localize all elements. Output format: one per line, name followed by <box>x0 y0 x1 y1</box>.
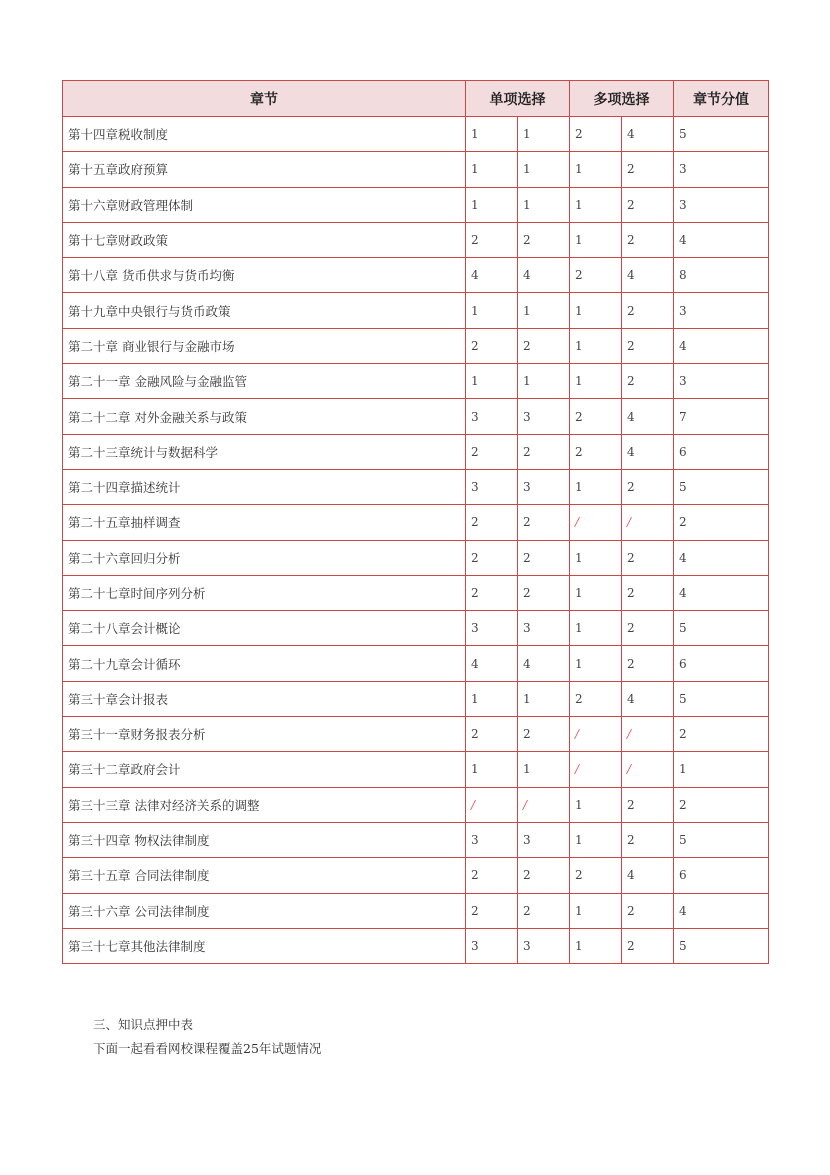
multi-choice-count: / <box>570 752 622 787</box>
chapter-score: 4 <box>674 540 769 575</box>
chapter-score: 2 <box>674 787 769 822</box>
single-choice-count: 1 <box>466 293 518 328</box>
header-single-choice: 单项选择 <box>466 81 570 117</box>
multi-choice-count: 1 <box>570 646 622 681</box>
chapter-name: 第三十二章政府会计 <box>63 752 466 787</box>
chapter-name: 第三十四章 物权法律制度 <box>63 822 466 857</box>
single-choice-count: 2 <box>466 717 518 752</box>
single-choice-score: 3 <box>518 469 570 504</box>
chapter-name: 第三十章会计报表 <box>63 681 466 716</box>
multi-choice-count: / <box>570 505 622 540</box>
multi-choice-score: 2 <box>622 575 674 610</box>
single-choice-score: 1 <box>518 152 570 187</box>
multi-choice-count: 1 <box>570 787 622 822</box>
multi-choice-score: 2 <box>622 611 674 646</box>
single-choice-score: 2 <box>518 328 570 363</box>
multi-choice-count: 1 <box>570 893 622 928</box>
chapter-score: 1 <box>674 752 769 787</box>
chapter-score: 4 <box>674 328 769 363</box>
multi-choice-count: 2 <box>570 117 622 152</box>
chapter-score: 5 <box>674 681 769 716</box>
table-row <box>63 364 769 399</box>
table-row <box>63 787 769 822</box>
single-choice-count: 2 <box>466 222 518 257</box>
single-choice-score: 2 <box>518 434 570 469</box>
chapter-name: 第三十一章财务报表分析 <box>63 717 466 752</box>
table-row <box>63 293 769 328</box>
multi-choice-count: 1 <box>570 575 622 610</box>
chapter-score: 4 <box>674 222 769 257</box>
chapter-name: 第十六章财政管理体制 <box>63 187 466 222</box>
multi-choice-score: 4 <box>622 681 674 716</box>
single-choice-score: 2 <box>518 540 570 575</box>
single-choice-count: 2 <box>466 540 518 575</box>
single-choice-score: 4 <box>518 646 570 681</box>
multi-choice-count: / <box>570 717 622 752</box>
table-row <box>63 222 769 257</box>
table-row <box>63 434 769 469</box>
single-choice-count: 2 <box>466 328 518 363</box>
header-multi-choice: 多项选择 <box>570 81 674 117</box>
multi-choice-score: 2 <box>622 187 674 222</box>
chapter-name: 第三十七章其他法律制度 <box>63 928 466 963</box>
multi-choice-score: 2 <box>622 646 674 681</box>
single-choice-count: 3 <box>466 928 518 963</box>
single-choice-count: 1 <box>466 117 518 152</box>
single-choice-count: 3 <box>466 399 518 434</box>
multi-choice-score: 4 <box>622 399 674 434</box>
chapter-name: 第二十四章描述统计 <box>63 469 466 504</box>
chapter-name: 第二十五章抽样调查 <box>63 505 466 540</box>
chapter-score: 4 <box>674 575 769 610</box>
multi-choice-count: 1 <box>570 364 622 399</box>
single-choice-score: / <box>518 787 570 822</box>
multi-choice-count: 2 <box>570 681 622 716</box>
multi-choice-count: 1 <box>570 611 622 646</box>
single-choice-count: 2 <box>466 434 518 469</box>
single-choice-count: 3 <box>466 469 518 504</box>
chapter-score: 5 <box>674 611 769 646</box>
chapter-score: 2 <box>674 505 769 540</box>
chapter-name: 第三十五章 合同法律制度 <box>63 858 466 893</box>
table-row <box>63 258 769 293</box>
table-row <box>63 399 769 434</box>
multi-choice-score: 2 <box>622 469 674 504</box>
chapter-score: 5 <box>674 822 769 857</box>
table-row <box>63 893 769 928</box>
single-choice-count: 2 <box>466 893 518 928</box>
header-chapter-score: 章节分值 <box>674 81 769 117</box>
chapter-name: 第三十六章 公司法律制度 <box>63 893 466 928</box>
chapter-name: 第二十章 商业银行与金融市场 <box>63 328 466 363</box>
single-choice-score: 3 <box>518 611 570 646</box>
single-choice-score: 1 <box>518 293 570 328</box>
single-choice-count: 1 <box>466 187 518 222</box>
multi-choice-count: 1 <box>570 928 622 963</box>
table-header-row <box>63 81 769 117</box>
single-choice-score: 2 <box>518 858 570 893</box>
chapter-score: 3 <box>674 187 769 222</box>
multi-choice-score: 2 <box>622 893 674 928</box>
chapter-score: 8 <box>674 258 769 293</box>
single-choice-score: 2 <box>518 222 570 257</box>
single-choice-score: 1 <box>518 117 570 152</box>
chapter-score: 6 <box>674 646 769 681</box>
multi-choice-count: 1 <box>570 328 622 363</box>
multi-choice-score: 4 <box>622 858 674 893</box>
single-choice-count: / <box>466 787 518 822</box>
chapter-name: 第十五章政府预算 <box>63 152 466 187</box>
chapter-name: 第二十一章 金融风险与金融监管 <box>63 364 466 399</box>
multi-choice-score: 2 <box>622 540 674 575</box>
multi-choice-score: 4 <box>622 117 674 152</box>
single-choice-score: 2 <box>518 505 570 540</box>
table-row <box>63 928 769 963</box>
chapter-score: 5 <box>674 117 769 152</box>
single-choice-count: 2 <box>466 858 518 893</box>
single-choice-score: 3 <box>518 822 570 857</box>
chapter-score: 3 <box>674 293 769 328</box>
multi-choice-count: 2 <box>570 434 622 469</box>
single-choice-count: 3 <box>466 611 518 646</box>
chapter-score: 7 <box>674 399 769 434</box>
multi-choice-score: / <box>622 717 674 752</box>
single-choice-count: 2 <box>466 505 518 540</box>
single-choice-score: 3 <box>518 399 570 434</box>
single-choice-count: 2 <box>466 575 518 610</box>
table-row <box>63 187 769 222</box>
multi-choice-count: 1 <box>570 822 622 857</box>
single-choice-count: 4 <box>466 258 518 293</box>
multi-choice-score: 2 <box>622 152 674 187</box>
multi-choice-score: 2 <box>622 928 674 963</box>
chapter-name: 第三十三章 法律对经济关系的调整 <box>63 787 466 822</box>
table-row <box>63 328 769 363</box>
multi-choice-count: 1 <box>570 540 622 575</box>
table-row <box>63 858 769 893</box>
multi-choice-score: 2 <box>622 822 674 857</box>
multi-choice-count: 1 <box>570 222 622 257</box>
chapter-name: 第二十八章会计概论 <box>63 611 466 646</box>
chapter-score: 3 <box>674 364 769 399</box>
single-choice-score: 2 <box>518 575 570 610</box>
multi-choice-count: 2 <box>570 399 622 434</box>
table-row <box>63 575 769 610</box>
multi-choice-score: 2 <box>622 787 674 822</box>
chapter-name: 第二十六章回归分析 <box>63 540 466 575</box>
chapter-score-table <box>62 80 769 964</box>
table-row <box>63 469 769 504</box>
chapter-score: 3 <box>674 152 769 187</box>
table-row <box>63 646 769 681</box>
multi-choice-score: 4 <box>622 258 674 293</box>
single-choice-score: 1 <box>518 681 570 716</box>
table-row <box>63 505 769 540</box>
chapter-name: 第十四章税收制度 <box>63 117 466 152</box>
chapter-name: 第十七章财政政策 <box>63 222 466 257</box>
table-row <box>63 117 769 152</box>
table-row <box>63 540 769 575</box>
multi-choice-count: 2 <box>570 858 622 893</box>
multi-choice-count: 1 <box>570 293 622 328</box>
multi-choice-count: 1 <box>570 187 622 222</box>
single-choice-score: 2 <box>518 717 570 752</box>
chapter-name: 第二十二章 对外金融关系与政策 <box>63 399 466 434</box>
chapter-name: 第十九章中央银行与货币政策 <box>63 293 466 328</box>
multi-choice-score: 4 <box>622 434 674 469</box>
multi-choice-count: 1 <box>570 469 622 504</box>
single-choice-count: 1 <box>466 681 518 716</box>
single-choice-score: 1 <box>518 752 570 787</box>
single-choice-score: 1 <box>518 364 570 399</box>
single-choice-score: 1 <box>518 187 570 222</box>
single-choice-count: 1 <box>466 752 518 787</box>
multi-choice-score: / <box>622 752 674 787</box>
table-row <box>63 611 769 646</box>
table-row <box>63 717 769 752</box>
multi-choice-count: 2 <box>570 258 622 293</box>
chapter-score: 5 <box>674 469 769 504</box>
chapter-name: 第二十七章时间序列分析 <box>63 575 466 610</box>
single-choice-count: 1 <box>466 152 518 187</box>
table-row <box>63 681 769 716</box>
multi-choice-score: 2 <box>622 222 674 257</box>
chapter-score: 4 <box>674 893 769 928</box>
single-choice-score: 4 <box>518 258 570 293</box>
chapter-score: 6 <box>674 858 769 893</box>
chapter-score: 2 <box>674 717 769 752</box>
intro-text: 下面一起看看网校课程覆盖25年试题情况 <box>93 1041 322 1056</box>
single-choice-count: 3 <box>466 822 518 857</box>
multi-choice-score: 2 <box>622 293 674 328</box>
section-heading: 三、知识点押中表 <box>93 1017 194 1032</box>
single-choice-score: 2 <box>518 893 570 928</box>
table-row <box>63 822 769 857</box>
chapter-score: 6 <box>674 434 769 469</box>
single-choice-score: 3 <box>518 928 570 963</box>
table-row <box>63 152 769 187</box>
header-chapter: 章节 <box>63 81 466 117</box>
single-choice-count: 4 <box>466 646 518 681</box>
single-choice-count: 1 <box>466 364 518 399</box>
chapter-score: 5 <box>674 928 769 963</box>
chapter-name: 第二十三章统计与数据科学 <box>63 434 466 469</box>
multi-choice-score: / <box>622 505 674 540</box>
multi-choice-score: 2 <box>622 364 674 399</box>
multi-choice-count: 1 <box>570 152 622 187</box>
chapter-name: 第二十九章会计循环 <box>63 646 466 681</box>
chapter-name: 第十八章 货币供求与货币均衡 <box>63 258 466 293</box>
multi-choice-score: 2 <box>622 328 674 363</box>
table-row <box>63 752 769 787</box>
